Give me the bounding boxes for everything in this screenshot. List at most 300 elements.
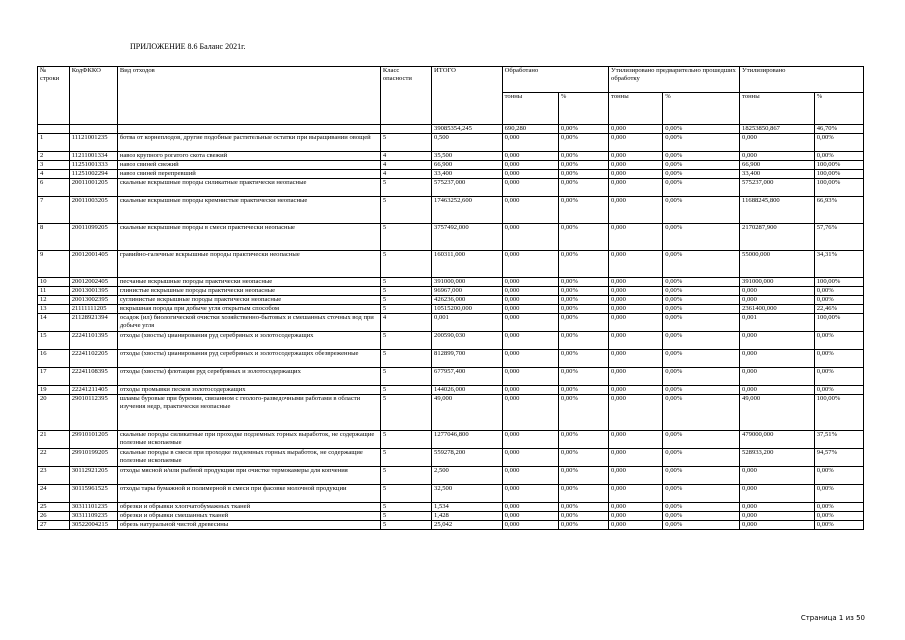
util-pct: 100,00% xyxy=(814,170,863,179)
pre-util-tons: 0,000 xyxy=(609,152,663,161)
waste-type: ботва от корнеплодов, другие подобные растительные остатки при выращивании овощей xyxy=(117,134,380,152)
util-tons: 0,000 xyxy=(740,287,815,296)
hazard-class: 5 xyxy=(380,503,431,512)
table-row xyxy=(38,296,864,305)
fkko-code: 22241211405 xyxy=(69,386,117,395)
processed-tons: 0,000 xyxy=(502,332,558,350)
row-number: 4 xyxy=(38,170,70,179)
table-row xyxy=(38,170,864,179)
row-number: 11 xyxy=(38,287,70,296)
pre-util-pct: 0,00% xyxy=(663,197,740,224)
pre-util-pct: 0,00% xyxy=(663,521,740,530)
row-number: 7 xyxy=(38,197,70,224)
util-pct: 0,00% xyxy=(814,350,863,368)
processed-tons: 0,000 xyxy=(502,278,558,287)
table-row xyxy=(38,179,864,197)
waste-type: скальные вскрышные породы в смеси практически неопасные xyxy=(117,224,380,251)
hazard-class: 5 xyxy=(380,251,431,278)
waste-type: навоз крупного рогатого скота свежий xyxy=(117,152,380,161)
waste-type: скальные вскрышные породы кремнистые практически неопасные xyxy=(117,197,380,224)
util-tons: 479000,000 xyxy=(740,431,815,449)
processed-tons: 0,000 xyxy=(502,521,558,530)
table-row xyxy=(38,368,864,386)
total-tons: 1277046,800 xyxy=(432,431,503,449)
fkko-code: 20011001205 xyxy=(69,179,117,197)
pre-util-pct: 0,00% xyxy=(663,287,740,296)
pre-util-tons: 0,000 xyxy=(609,332,663,350)
header-class: Класс опасности xyxy=(380,67,431,125)
total-tons: 1,534 xyxy=(432,503,503,512)
processed-pct: 0,00% xyxy=(558,314,608,332)
waste-type: обрезки и обрывки хлопчатобумажных тканей xyxy=(117,503,380,512)
util-pct: 100,00% xyxy=(814,161,863,170)
waste-type: обрезки и обрывки смешанных тканей xyxy=(117,512,380,521)
waste-type: отходы (хвосты) цианирования руд серебряных и золотосодержащих обезвреженные xyxy=(117,350,380,368)
fkko-code: 29910199205 xyxy=(69,449,117,467)
table-row xyxy=(38,521,864,530)
pre-util-pct: 0,00% xyxy=(663,467,740,485)
pre-util-tons: 0,000 xyxy=(609,134,663,152)
util-pct: 100,00% xyxy=(814,314,863,332)
processed-tons: 0,000 xyxy=(502,170,558,179)
util-tons: 0,000 xyxy=(740,368,815,386)
pre-util-pct: 0,00% xyxy=(663,503,740,512)
pre-util-pct: 0,00% xyxy=(663,449,740,467)
util-pct: 0,00% xyxy=(814,368,863,386)
pre-util-pct: 0,00% xyxy=(663,134,740,152)
fkko-code: 20011003205 xyxy=(69,197,117,224)
hazard-class: 5 xyxy=(380,224,431,251)
util-pct: 0,00% xyxy=(814,152,863,161)
processed-pct: 0,00% xyxy=(558,197,608,224)
util-tons: 0,000 xyxy=(740,386,815,395)
util-pct: 0,00% xyxy=(814,485,863,503)
processed-tons: 0,000 xyxy=(502,350,558,368)
pre-util-tons: 0,000 xyxy=(609,251,663,278)
fkko-code: 30112921205 xyxy=(69,467,117,485)
pre-util-tons: 0,000 xyxy=(609,314,663,332)
total-cell: 46,70% xyxy=(814,125,863,134)
util-tons: 11688245,800 xyxy=(740,197,815,224)
util-tons: 391000,000 xyxy=(740,278,815,287)
document-title: ПРИЛОЖЕНИЕ 8.6 Баланс 2021г. xyxy=(130,42,246,51)
table-row xyxy=(38,305,864,314)
pre-util-pct: 0,00% xyxy=(663,161,740,170)
util-tons: 0,000 xyxy=(740,350,815,368)
hazard-class: 4 xyxy=(380,170,431,179)
total-tons: 0,500 xyxy=(432,134,503,152)
pre-util-pct: 0,00% xyxy=(663,386,740,395)
pre-util-pct: 0,00% xyxy=(663,431,740,449)
processed-tons: 0,000 xyxy=(502,287,558,296)
header-processed: Обработано xyxy=(502,67,608,93)
processed-pct: 0,00% xyxy=(558,467,608,485)
hazard-class: 4 xyxy=(380,161,431,170)
fkko-code: 21111111205 xyxy=(69,305,117,314)
total-cell: 39085354,245 xyxy=(432,125,503,134)
processed-tons: 0,000 xyxy=(502,386,558,395)
util-tons: 66,900 xyxy=(740,161,815,170)
hazard-class: 4 xyxy=(380,152,431,161)
processed-pct: 0,00% xyxy=(558,152,608,161)
pre-util-tons: 0,000 xyxy=(609,224,663,251)
util-pct: 0,00% xyxy=(814,287,863,296)
total-tons: 25,042 xyxy=(432,521,503,530)
util-pct: 34,31% xyxy=(814,251,863,278)
total-tons: 17463252,600 xyxy=(432,197,503,224)
processed-tons: 0,000 xyxy=(502,431,558,449)
pre-util-tons: 0,000 xyxy=(609,449,663,467)
fkko-code: 20012001405 xyxy=(69,251,117,278)
util-tons: 33,400 xyxy=(740,170,815,179)
processed-tons: 0,000 xyxy=(502,134,558,152)
pre-util-pct: 0,00% xyxy=(663,251,740,278)
hazard-class: 5 xyxy=(380,134,431,152)
table-row xyxy=(38,503,864,512)
row-number: 25 xyxy=(38,503,70,512)
total-cell: 0,000 xyxy=(609,125,663,134)
processed-pct: 0,00% xyxy=(558,512,608,521)
util-tons: 0,000 xyxy=(740,332,815,350)
processed-pct: 0,00% xyxy=(558,296,608,305)
hazard-class: 5 xyxy=(380,512,431,521)
pre-util-tons: 0,000 xyxy=(609,296,663,305)
pre-util-pct: 0,00% xyxy=(663,179,740,197)
processed-pct: 0,00% xyxy=(558,179,608,197)
pre-util-pct: 0,00% xyxy=(663,305,740,314)
subheader-tons: тонны xyxy=(740,93,815,125)
util-tons: 2170287,900 xyxy=(740,224,815,251)
processed-tons: 0,000 xyxy=(502,467,558,485)
processed-pct: 0,00% xyxy=(558,395,608,431)
pre-util-pct: 0,00% xyxy=(663,350,740,368)
waste-type: отходы (хвосты) флотации руд серебряных и золотосодержащих xyxy=(117,368,380,386)
row-number: 21 xyxy=(38,431,70,449)
pre-util-pct: 0,00% xyxy=(663,278,740,287)
total-tons: 33,400 xyxy=(432,170,503,179)
row-number: 10 xyxy=(38,278,70,287)
hazard-class: 5 xyxy=(380,287,431,296)
util-pct: 0,00% xyxy=(814,503,863,512)
total-tons: 35,500 xyxy=(432,152,503,161)
hazard-class: 5 xyxy=(380,467,431,485)
util-pct: 57,76% xyxy=(814,224,863,251)
fkko-code: 22241102205 xyxy=(69,350,117,368)
pre-util-pct: 0,00% xyxy=(663,395,740,431)
pre-util-pct: 0,00% xyxy=(663,368,740,386)
total-tons: 160311,000 xyxy=(432,251,503,278)
util-pct: 0,00% xyxy=(814,386,863,395)
total-tons: 575237,000 xyxy=(432,179,503,197)
total-tons: 2,500 xyxy=(432,467,503,485)
util-tons: 0,001 xyxy=(740,314,815,332)
util-pct: 0,00% xyxy=(814,296,863,305)
row-number: 26 xyxy=(38,512,70,521)
pre-util-tons: 0,000 xyxy=(609,305,663,314)
hazard-class: 5 xyxy=(380,305,431,314)
processed-pct: 0,00% xyxy=(558,350,608,368)
pre-util-tons: 0,000 xyxy=(609,350,663,368)
processed-pct: 0,00% xyxy=(558,305,608,314)
hazard-class: 5 xyxy=(380,179,431,197)
pre-util-tons: 0,000 xyxy=(609,278,663,287)
waste-type: скальные породы силикатные при проходке подземных горных выработок, не содержащие полезные ископаемые xyxy=(117,431,380,449)
waste-type: навоз свиней перепревший xyxy=(117,170,380,179)
processed-tons: 0,000 xyxy=(502,395,558,431)
total-tons: 10515200,000 xyxy=(432,305,503,314)
fkko-code: 11251001333 xyxy=(69,161,117,170)
pre-util-pct: 0,00% xyxy=(663,152,740,161)
hazard-class: 5 xyxy=(380,449,431,467)
row-number: 20 xyxy=(38,395,70,431)
processed-tons: 0,000 xyxy=(502,305,558,314)
table-row xyxy=(38,485,864,503)
total-tons: 812899,700 xyxy=(432,350,503,368)
total-tons: 559278,200 xyxy=(432,449,503,467)
processed-tons: 0,000 xyxy=(502,449,558,467)
pre-util-pct: 0,00% xyxy=(663,170,740,179)
util-pct: 0,00% xyxy=(814,332,863,350)
pre-util-tons: 0,000 xyxy=(609,197,663,224)
hazard-class: 5 xyxy=(380,332,431,350)
row-number: 27 xyxy=(38,521,70,530)
total-tons: 96967,000 xyxy=(432,287,503,296)
util-tons: 0,000 xyxy=(740,296,815,305)
processed-tons: 0,000 xyxy=(502,296,558,305)
pre-util-pct: 0,00% xyxy=(663,332,740,350)
waste-type: отходы мясной и/или рыбной продукции при очистке термокамеры для копчения xyxy=(117,467,380,485)
subheader-pct: % xyxy=(558,93,608,125)
total-cell: 18253850,867 xyxy=(740,125,815,134)
processed-tons: 0,000 xyxy=(502,368,558,386)
fkko-code: 30522004215 xyxy=(69,521,117,530)
util-tons: 0,000 xyxy=(740,134,815,152)
table-row xyxy=(38,251,864,278)
row-number: 23 xyxy=(38,467,70,485)
subheader-tons: тонны xyxy=(502,93,558,125)
util-tons: 0,000 xyxy=(740,521,815,530)
table-row xyxy=(38,152,864,161)
total-tons: 677957,400 xyxy=(432,368,503,386)
table-row xyxy=(38,449,864,467)
total-cell: 0,00% xyxy=(663,125,740,134)
waste-balance-table xyxy=(37,66,864,530)
waste-type: осадок (ил) биологической очистки хозяйственно-бытовых и смешанных сточных вод при добыче угля xyxy=(117,314,380,332)
pre-util-tons: 0,000 xyxy=(609,431,663,449)
page-footer: Страница 1 из 50 xyxy=(800,614,865,622)
header-type: Вид отходов xyxy=(117,67,380,125)
hazard-class: 5 xyxy=(380,386,431,395)
row-number: 6 xyxy=(38,179,70,197)
row-number: 14 xyxy=(38,314,70,332)
fkko-code: 11251002294 xyxy=(69,170,117,179)
subheader-tons: тонны xyxy=(609,93,663,125)
util-tons: 2361400,000 xyxy=(740,305,815,314)
subheader-pct: % xyxy=(663,93,740,125)
pre-util-tons: 0,000 xyxy=(609,512,663,521)
waste-type: отходы (хвосты) цианирования руд серебряных и золотосодержащих xyxy=(117,332,380,350)
hazard-class: 5 xyxy=(380,197,431,224)
util-pct: 100,00% xyxy=(814,278,863,287)
row-number: 16 xyxy=(38,350,70,368)
table-row xyxy=(38,431,864,449)
util-pct: 100,00% xyxy=(814,395,863,431)
row-number: 2 xyxy=(38,152,70,161)
util-pct: 0,00% xyxy=(814,467,863,485)
row-number: 9 xyxy=(38,251,70,278)
processed-pct: 0,00% xyxy=(558,224,608,251)
fkko-code: 11121001235 xyxy=(69,134,117,152)
processed-pct: 0,00% xyxy=(558,503,608,512)
processed-pct: 0,00% xyxy=(558,161,608,170)
processed-pct: 0,00% xyxy=(558,251,608,278)
util-pct: 37,51% xyxy=(814,431,863,449)
pre-util-tons: 0,000 xyxy=(609,368,663,386)
hazard-class: 5 xyxy=(380,278,431,287)
header-total: ИТОГО xyxy=(432,67,503,125)
row-number: 13 xyxy=(38,305,70,314)
util-pct: 0,00% xyxy=(814,512,863,521)
pre-util-tons: 0,000 xyxy=(609,503,663,512)
table-row xyxy=(38,287,864,296)
util-tons: 0,000 xyxy=(740,512,815,521)
totals-row xyxy=(38,125,864,134)
total-tons: 0,001 xyxy=(432,314,503,332)
total-tons: 3757492,000 xyxy=(432,224,503,251)
row-number: 8 xyxy=(38,224,70,251)
util-pct: 0,00% xyxy=(814,521,863,530)
table-row xyxy=(38,314,864,332)
row-number: 24 xyxy=(38,485,70,503)
waste-type: глинистые вскрышные породы практически неопасные xyxy=(117,287,380,296)
processed-pct: 0,00% xyxy=(558,278,608,287)
processed-pct: 0,00% xyxy=(558,368,608,386)
processed-pct: 0,00% xyxy=(558,521,608,530)
waste-type: отходы тары бумажной и полимерной в смеси при фасовке молочной продукции xyxy=(117,485,380,503)
waste-type: скальные породы в смеси при проходке подземных горных выработок, не содержащие полезные ископаемые xyxy=(117,449,380,467)
hazard-class: 5 xyxy=(380,485,431,503)
total-tons: 66,900 xyxy=(432,161,503,170)
processed-tons: 0,000 xyxy=(502,512,558,521)
processed-tons: 0,000 xyxy=(502,197,558,224)
processed-tons: 0,000 xyxy=(502,224,558,251)
hazard-class: 5 xyxy=(380,368,431,386)
fkko-code: 20012002405 xyxy=(69,278,117,287)
fkko-code: 11211001334 xyxy=(69,152,117,161)
waste-type: обрезь натуральной чистой древесины xyxy=(117,521,380,530)
processed-tons: 0,000 xyxy=(502,485,558,503)
util-tons: 0,000 xyxy=(740,152,815,161)
header-pre-util: Утилизировано предварительно прошедших обработку xyxy=(609,67,740,93)
row-number: 17 xyxy=(38,368,70,386)
util-tons: 0,000 xyxy=(740,467,815,485)
util-tons: 528933,200 xyxy=(740,449,815,467)
total-tons: 144026,000 xyxy=(432,386,503,395)
fkko-code: 20013002395 xyxy=(69,296,117,305)
pre-util-pct: 0,00% xyxy=(663,314,740,332)
util-pct: 22,46% xyxy=(814,305,863,314)
total-cell: 690,280 xyxy=(502,125,558,134)
table-row xyxy=(38,467,864,485)
processed-tons: 0,000 xyxy=(502,314,558,332)
processed-pct: 0,00% xyxy=(558,332,608,350)
util-pct: 94,57% xyxy=(814,449,863,467)
fkko-code: 22241108395 xyxy=(69,368,117,386)
fkko-code: 22241101395 xyxy=(69,332,117,350)
util-pct: 66,93% xyxy=(814,197,863,224)
hazard-class: 5 xyxy=(380,296,431,305)
fkko-code: 30115961525 xyxy=(69,485,117,503)
header-num: № строки xyxy=(38,67,70,125)
fkko-code: 20011099205 xyxy=(69,224,117,251)
processed-tons: 0,000 xyxy=(502,179,558,197)
table-row xyxy=(38,197,864,224)
table-row xyxy=(38,224,864,251)
processed-pct: 0,00% xyxy=(558,287,608,296)
pre-util-tons: 0,000 xyxy=(609,485,663,503)
hazard-class: 5 xyxy=(380,350,431,368)
fkko-code: 20013001395 xyxy=(69,287,117,296)
util-tons: 575237,000 xyxy=(740,179,815,197)
table-row xyxy=(38,386,864,395)
subheader-pct: % xyxy=(814,93,863,125)
header-util: Утилизировано xyxy=(740,67,864,93)
pre-util-pct: 0,00% xyxy=(663,224,740,251)
pre-util-tons: 0,000 xyxy=(609,179,663,197)
util-tons: 55000,000 xyxy=(740,251,815,278)
pre-util-tons: 0,000 xyxy=(609,467,663,485)
util-pct: 100,00% xyxy=(814,179,863,197)
fkko-code: 21128921394 xyxy=(69,314,117,332)
total-cell: 0,00% xyxy=(558,125,608,134)
pre-util-tons: 0,000 xyxy=(609,395,663,431)
pre-util-pct: 0,00% xyxy=(663,485,740,503)
processed-tons: 0,000 xyxy=(502,251,558,278)
processed-pct: 0,00% xyxy=(558,431,608,449)
waste-type: навоз свиней свежий xyxy=(117,161,380,170)
pre-util-tons: 0,000 xyxy=(609,161,663,170)
row-number: 3 xyxy=(38,161,70,170)
util-tons: 49,000 xyxy=(740,395,815,431)
hazard-class: 5 xyxy=(380,431,431,449)
waste-type: шламы буровые при бурении, связанном с геолого-разведочными работами в области изучения недр, практически неопасные xyxy=(117,395,380,431)
waste-type: скальные вскрышные породы силикатные практически неопасные xyxy=(117,179,380,197)
processed-tons: 0,000 xyxy=(502,503,558,512)
waste-type: отходы промывки песков золотосодержащих xyxy=(117,386,380,395)
pre-util-tons: 0,000 xyxy=(609,386,663,395)
pre-util-tons: 0,000 xyxy=(609,170,663,179)
processed-pct: 0,00% xyxy=(558,386,608,395)
fkko-code: 30311101235 xyxy=(69,503,117,512)
processed-tons: 0,000 xyxy=(502,152,558,161)
row-number: 19 xyxy=(38,386,70,395)
processed-pct: 0,00% xyxy=(558,485,608,503)
pre-util-tons: 0,000 xyxy=(609,521,663,530)
processed-pct: 0,00% xyxy=(558,134,608,152)
row-number: 22 xyxy=(38,449,70,467)
fkko-code: 29010112395 xyxy=(69,395,117,431)
table-row xyxy=(38,134,864,152)
total-tons: 1,428 xyxy=(432,512,503,521)
processed-tons: 0,000 xyxy=(502,161,558,170)
total-tons: 32,500 xyxy=(432,485,503,503)
table-row xyxy=(38,350,864,368)
util-tons: 0,000 xyxy=(740,485,815,503)
table-row xyxy=(38,161,864,170)
hazard-class: 4 xyxy=(380,314,431,332)
row-number: 15 xyxy=(38,332,70,350)
pre-util-tons: 0,000 xyxy=(609,287,663,296)
